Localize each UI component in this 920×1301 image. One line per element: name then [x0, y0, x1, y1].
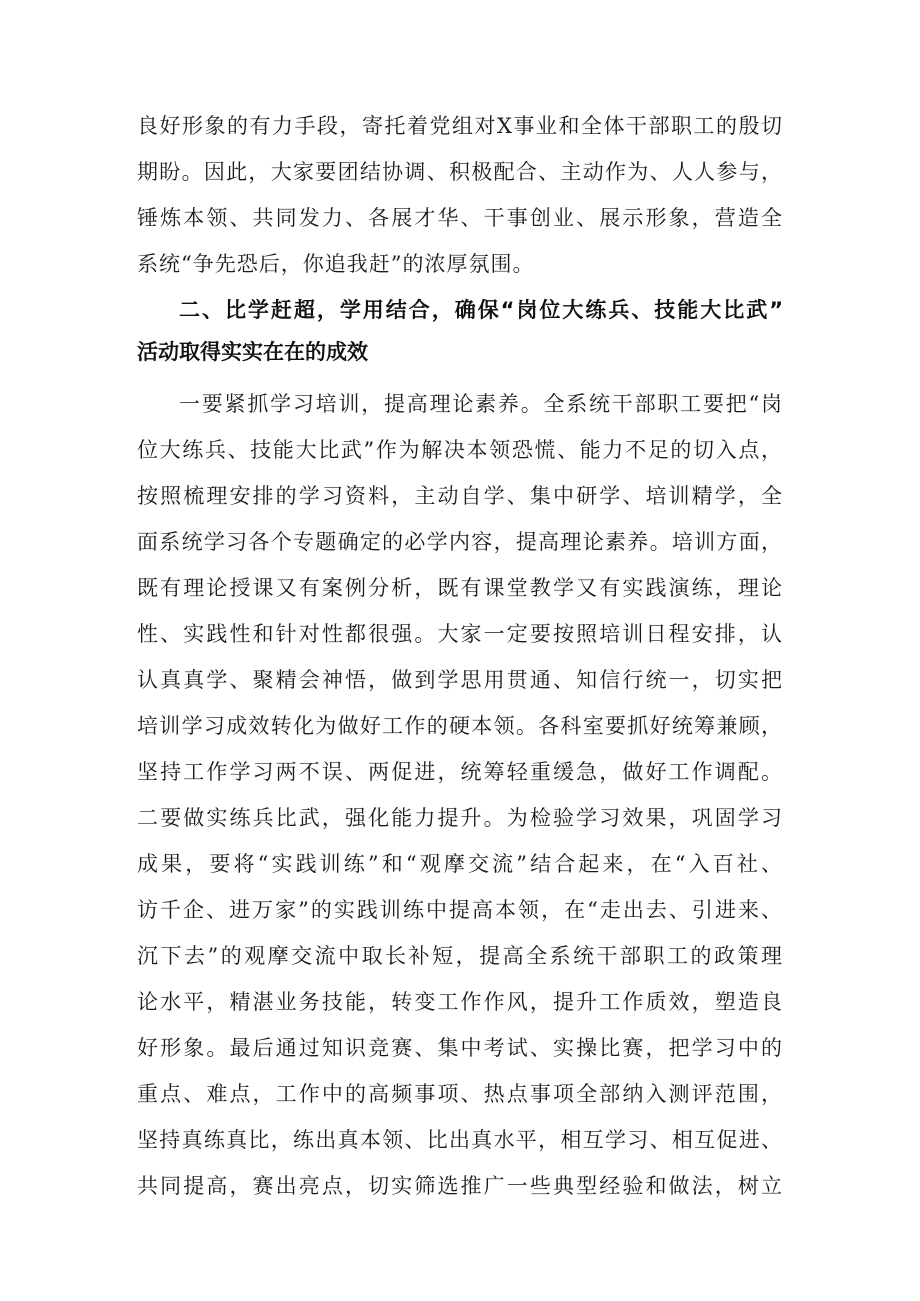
text-line: 锤炼本领、共同发力、各展才华、干事创业、展示形象，营造全 [137, 206, 783, 230]
text-line: 论水平，精湛业务技能，转变工作作风，提升工作质效，塑造良 [137, 990, 783, 1014]
text-line: 性、实践性和针对性都很强。大家一定要按照培训日程安排，认 [137, 622, 783, 646]
text-line: 培训学习成效转化为做好工作的硬本领。各科室要抓好统筹兼顾， [137, 714, 783, 738]
text-line: 位大练兵、技能大比武”作为解决本领恐慌、能力不足的切入点， [137, 438, 783, 462]
body-paragraph [137, 381, 783, 1209]
text-line: 二要做实练兵比武，强化能力提升。为检验学习效果，巩固学习 [137, 806, 783, 830]
text-line: 良好形象的有力手段，寄托着党组对X事业和全体干部职工的殷切 [137, 114, 783, 138]
intro-paragraph [137, 103, 783, 287]
section-heading [137, 289, 783, 373]
text-line: 认真真学、聚精会神悟，做到学思用贯通、知信行统一，切实把 [137, 668, 783, 692]
text-line: 沉下去”的观摩交流中取长补短，提高全系统干部职工的政策理 [137, 944, 783, 968]
text-line: 好形象。最后通过知识竞赛、集中考试、实操比赛，把学习中的 [137, 1036, 783, 1060]
text-line: 重点、难点，工作中的高频事项、热点事项全部纳入测评范围， [137, 1082, 783, 1106]
text-line: 访千企、进万家”的实践训练中提高本领，在“走出去、引进来、 [137, 898, 783, 922]
text-line: 一要紧抓学习培训，提高理论素养。全系统干部职工要把“岗 [179, 392, 783, 416]
heading-line: 活动取得实实在在的成效 [137, 340, 368, 364]
text-line: 期盼。因此，大家要团结协调、积极配合、主动作为、人人参与， [137, 160, 783, 184]
document-page [137, 103, 783, 1209]
text-line: 系统“争先恐后，你追我赶”的浓厚氛围。 [137, 252, 535, 276]
text-line: 成果，要将“实践训练”和“观摩交流”结合起来，在“入百社、 [137, 852, 783, 876]
text-line: 既有理论授课又有案例分析，既有课堂教学又有实践演练，理论 [137, 576, 783, 600]
heading-line: 二、比学赶超，学用结合，确保“岗位大练兵、技能大比武” [179, 298, 783, 322]
text-line: 共同提高，赛出亮点，切实筛选推广一些典型经验和做法，树立 [137, 1174, 783, 1198]
text-line: 坚持工作学习两不误、两促进，统筹轻重缓急，做好工作调配。 [137, 760, 783, 784]
text-line: 按照梳理安排的学习资料，主动自学、集中研学、培训精学，全 [137, 484, 783, 508]
text-line: 坚持真练真比，练出真本领、比出真水平，相互学习、相互促进、 [137, 1128, 783, 1152]
text-line: 面系统学习各个专题确定的必学内容，提高理论素养。培训方面， [137, 530, 783, 554]
